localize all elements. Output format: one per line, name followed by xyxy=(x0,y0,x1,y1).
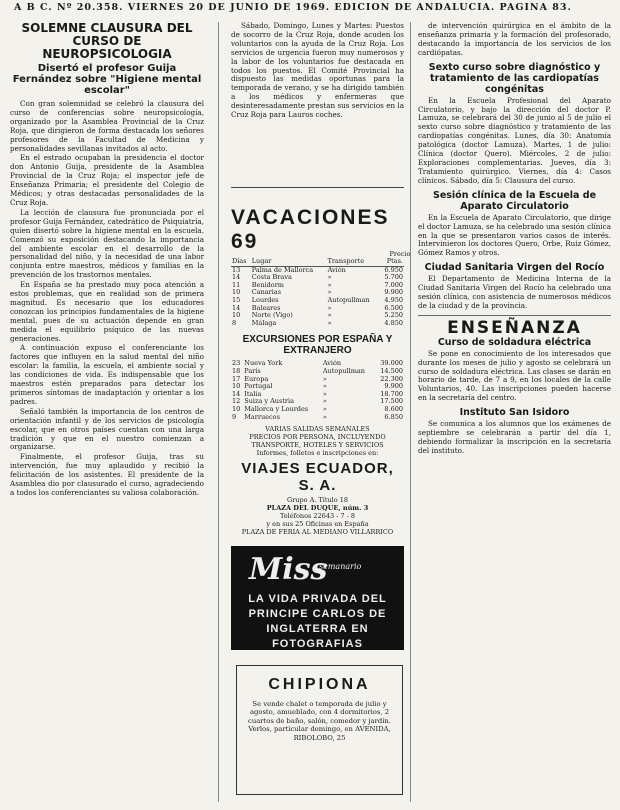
table-cell: » xyxy=(327,318,332,327)
table-cell: Benidorm xyxy=(251,280,284,289)
column-rule xyxy=(410,22,411,802)
price-label: Precio xyxy=(389,250,411,258)
table-cell: 9.900 xyxy=(384,288,403,297)
vacaciones-ad xyxy=(231,187,411,602)
table-cell: París xyxy=(244,366,261,375)
company-phones: Teléfonos 22643 - 7 - 8 xyxy=(279,512,356,521)
table-cell: 14 xyxy=(232,389,241,398)
precios-note: PRECIOS POR PERSONA, INCLUYENDO TRANSPORTE, HOTELES Y SERVICIOS xyxy=(249,433,386,450)
table-cell: Lourdes xyxy=(251,295,279,304)
table-cell: » xyxy=(322,382,327,391)
table-cell: Autopullman xyxy=(322,366,365,375)
table-cell: Norte (Vigo) xyxy=(251,311,293,320)
table-cell: 17.500 xyxy=(380,397,403,406)
table-cell: Mallorca y Lourdes xyxy=(244,404,309,413)
table-cell: Autopullman xyxy=(327,295,370,304)
section-subtitle-soldadura: Curso de soldadura eléctrica xyxy=(437,336,592,348)
table-cell: 4.850 xyxy=(384,318,403,327)
company-offices: y en sus 25 Oficinas en España xyxy=(266,520,369,529)
table-cell: 18.700 xyxy=(380,389,403,398)
excursion-row xyxy=(231,414,404,422)
article-paragraph: Sábado, Domingo, Lunes y Martes: Puestos de socorro de la Cruz Roja, donde acuden los voluntarios con la ayuda de la Cruz Roja. Los servicios de urgencia fueron muy numerosos y la labor de los voluntarios fue destacada en todos los puestos. El Comité Provincial ha dispuesto las medidas oportunas para la temporada de verano, y se ha dirigido también a los médicos y enfermeras que desinteresadamente prestan sus servicios en la Cruz Roja para Lauros coches. xyxy=(231,22,404,120)
table-cell: 10 xyxy=(232,288,241,297)
table-cell: 14 xyxy=(232,303,241,312)
table-cell: Avión xyxy=(322,359,342,368)
article-paragraph: Con gran solemnidad se celebró la clausura del curso de conferencias sobre neuropsicología, organizado por la Asamblea Provincial de la Cruz Roja, que dirigieron de forma destacada los señores profesores de la Facultad de Medicina y personalidades sevillanas invitados al acto. xyxy=(10,99,204,153)
table-cell: 10 xyxy=(232,404,241,413)
table-cell: 7.000 xyxy=(384,280,403,289)
section-title-cardiopatias: Sexto curso sobre diagnóstico y tratamiento de las cardiopatías congénitas xyxy=(428,61,601,95)
informes-note: Informes, folletos e inscripciones en: xyxy=(256,449,379,458)
table-cell: » xyxy=(322,412,327,421)
table-cell: 39.000 xyxy=(380,359,403,368)
table-cell: 17 xyxy=(232,374,241,383)
table-cell: 6.950 xyxy=(384,265,403,274)
table-cell: 23 xyxy=(232,359,241,368)
table-cell: 9.900 xyxy=(384,382,403,391)
subheadline-guija: Disertó el profesor Guija Fernández sobre "Higiene mental escolar" xyxy=(12,63,202,96)
chipiona-title: CHIPIONA xyxy=(268,676,371,693)
table-cell: Portugal xyxy=(244,382,273,391)
company-address: PLAZA DEL DUQUE, núm. 3 xyxy=(266,504,369,513)
table-cell: Europa xyxy=(244,374,269,383)
article-paragraph: Se comunica a los alumnos que los exámenes de septiembre se celebrarán a partir del día 1, debiendo formalizar la inscripción en la secretaría del instituto. xyxy=(418,419,611,455)
table-cell: 14.500 xyxy=(380,366,403,375)
table-cell: Nueva York xyxy=(244,359,283,368)
headline-clausura: SOLEMNE CLAUSURA DEL CURSO DE NEUROPSICOLOGIA xyxy=(21,22,193,61)
varias-salidas: VARIAS SALIDAS SEMANALES xyxy=(265,425,370,434)
table-cell: » xyxy=(327,311,332,320)
masthead: A B C. Nº 20.358. VIERNES 20 DE JUNIO DE 1969. EDICION DE ANDALUCIA. PAGINA 83. xyxy=(14,2,572,13)
col-header: Ptas. xyxy=(379,258,404,266)
table-cell: Baleares xyxy=(251,303,281,312)
table-cell: Málaga xyxy=(251,318,277,327)
table-cell: Italia xyxy=(244,389,262,398)
chipiona-text: Se vende chalet o temporada de julio y agosto, amueblado, con 4 dormitorios, 2 cuartos de baño, salón, comedor y jardín. Verlos, particular domingo, en AVENIDA, RIBOLOBO, 25 xyxy=(248,700,391,742)
table-cell: » xyxy=(322,374,327,383)
article-column-right xyxy=(418,22,611,807)
table-cell: » xyxy=(322,404,327,413)
table-cell: 8 xyxy=(232,318,237,327)
table-cell: 12 xyxy=(232,397,241,406)
chipiona-ad xyxy=(236,665,403,795)
table-cell: 5.700 xyxy=(384,273,403,282)
article-column-middle xyxy=(231,22,404,182)
table-cell: 18 xyxy=(232,366,241,375)
table-cell: Costa Brava xyxy=(251,273,292,282)
col-header: Días xyxy=(231,258,251,266)
table-cell: 14 xyxy=(232,273,241,282)
table-cell: Avión xyxy=(327,265,346,274)
table-cell: 15 xyxy=(232,295,241,304)
table-cell: 8.600 xyxy=(384,404,403,413)
table-cell: » xyxy=(322,389,327,398)
article-paragraph: Finalmente, el profesor Guija, tras su intervención, fue muy aplaudido y recibió la felicitación de los asistentes. El presidente de la Asamblea dio por clausurado el curso, agradeciendo a todos los conferenciantes su valiosa colaboración. xyxy=(10,452,204,497)
article-paragraph: La lección de clausura fue pronunciada por el profesor Guija Fernández, catedrático de Psiquiatría, quien disertó sobre la higiene mental en la escuela. Comenzó su exposición destacando la importancia del ambiente escolar en el desarrollo de la personalidad del niño, y la necesidad de una labor conjunta entre maestros, médicos y familias en la prevención de los trastornos mentales. xyxy=(10,207,204,280)
table-cell: 6.850 xyxy=(384,412,403,421)
excursion-title: EXCURSIONES POR ESPAÑA Y EXTRANJERO xyxy=(242,334,393,357)
divider xyxy=(418,315,611,316)
table-cell: 22.300 xyxy=(380,374,403,383)
miss-magazine-ad xyxy=(231,546,404,650)
article-paragraph: En el estrado ocupaban la presidencia el doctor don Antonio Guija, presidente de la Asamblea Provincial de la Cruz Roja; el inspector jefe de Enseñanza Primaria; el presidente del Colegio de Médicos; y otras destacadas personalidades de la Cruz Roja. xyxy=(10,153,204,207)
article-column-left xyxy=(10,22,204,807)
miss-logo: Miss xyxy=(249,552,328,587)
table-cell: 10 xyxy=(232,382,241,391)
vacaciones-table xyxy=(231,258,404,327)
article-paragraph: A continuación expuso el conferenciante los factores que influyen en la salud mental del niño escolar: la familia, la escuela, el ambiente social y las condiciones de vida. Es indispensable que los maestros estén preparados para detectar los primeros síntomas de inadaptación y orientar a los padres. xyxy=(10,343,204,406)
table-cell: » xyxy=(327,273,332,282)
vacaciones-row xyxy=(231,320,404,328)
miss-headline: LA VIDA PRIVADA DEL PRINCIPE CARLOS DE INGLATERRA EN FOTOGRAFIAS xyxy=(248,593,387,650)
table-cell: Marruecos xyxy=(244,412,280,421)
table-cell: 5.250 xyxy=(384,311,403,320)
table-cell: » xyxy=(322,397,327,406)
miss-tagline: semanario xyxy=(319,562,362,571)
section-title-sesion-clinica: Sesión clínica de la Escuela de Aparato Circulatorio xyxy=(432,189,597,212)
table-cell: 10 xyxy=(232,311,241,320)
table-cell: 13 xyxy=(232,265,241,274)
article-paragraph: Se pone en conocimiento de los interesados que durante los meses de julio y agosto se celebrará un curso de soldadura eléctrica. Las clases se darán en horario de tarde, de 7 a 9, en los locales de la calle Voluntarios, 40. Las inscripciones pueden hacerse en la secretaría del centro. xyxy=(418,348,611,403)
section-title-ensenanza: ENSEÑANZA xyxy=(447,317,582,338)
company-grupo: Grupo A. Título 18 xyxy=(287,496,348,505)
section-title-ciudad-sanitaria: Ciudad Sanitaria Virgen del Rocío xyxy=(424,262,605,274)
section-title-san-isidoro: Instituto San Isidoro xyxy=(459,407,570,419)
article-paragraph: El Departamento de Medicina Interna de la Ciudad Sanitaria Virgen del Rocío ha celebrado una sesión clínica, con asistencia de numerosos médicos de la ciudad y de la provincia. xyxy=(418,274,611,310)
table-cell: » xyxy=(327,303,332,312)
article-paragraph: En España se ha prestado muy poca atención a estos problemas, que en realidad son de primera magnitud. Es necesario que los educadores conozcan los principios fundamentales de la higiene mental, pues de su actuación depende en gran medida el equilibrio psíquico de las nuevas generaciones. xyxy=(10,280,204,343)
article-paragraph: En la Escuela Profesional del Aparato Circulatorio, y bajo la dirección del doctor P. Lamuza, se celebrará del 30 de junio al 5 de julio el sexto curso sobre diagnóstico y tratamiento de las cardiopatías congénitas. Lunes, día 30: Anatomía patológica (doctor Lamuza). Martes, 1 de julio: Clínica (doctor Quero). Miércoles, 2 de julio: Exploraciones complementarias. Jueves, día 3: Tratamiento quirúrgico. Viernes, día 4: Casos clínicos. Sábado, día 5: Clausura del curso. xyxy=(418,95,611,185)
company-name: VIAJES ECUADOR, S. A. xyxy=(241,460,394,495)
table-cell: 11 xyxy=(232,280,241,289)
excursion-table xyxy=(231,360,404,421)
table-cell: Canarias xyxy=(251,288,282,297)
feria-note: PLAZA DE FERIA AL MEDIANO VILLARRICO xyxy=(241,528,394,537)
table-cell: Suiza y Austria xyxy=(244,397,294,406)
table-cell: 9 xyxy=(232,412,237,421)
table-cell: 4.950 xyxy=(384,295,403,304)
article-paragraph: de intervención quirúrgica en el ámbito de la enseñanza primaria y la formación del profesorado, destacando la importancia de los servicios de los cardiópatas. xyxy=(418,22,611,57)
article-paragraph: En la Escuela de Aparato Circulatorio, que dirige el doctor Lamuza, se ha celebrado una sesión clínica en la que se presentaron varios casos de interés. Intervinieron los doctores Quero, Orbe, Ruiz Gómez, Gómez Ramos y otros. xyxy=(418,212,611,258)
article-paragraph: Señaló también la importancia de los centros de orientación infantil y de los servicios de psicología escolar, que en otros países cuentan con una larga tradición y que en el nuestro comienzan a organizarse. xyxy=(10,406,204,452)
col-header: Lugar xyxy=(251,258,327,266)
vacaciones-title: VACACIONES 69 xyxy=(231,206,390,253)
table-cell: Palma de Mallorca xyxy=(251,265,314,274)
col-header: Transporte xyxy=(327,258,380,266)
table-cell: » xyxy=(327,288,332,297)
table-cell: 6.500 xyxy=(384,303,403,312)
column-rule xyxy=(218,22,219,802)
table-cell: » xyxy=(327,280,332,289)
